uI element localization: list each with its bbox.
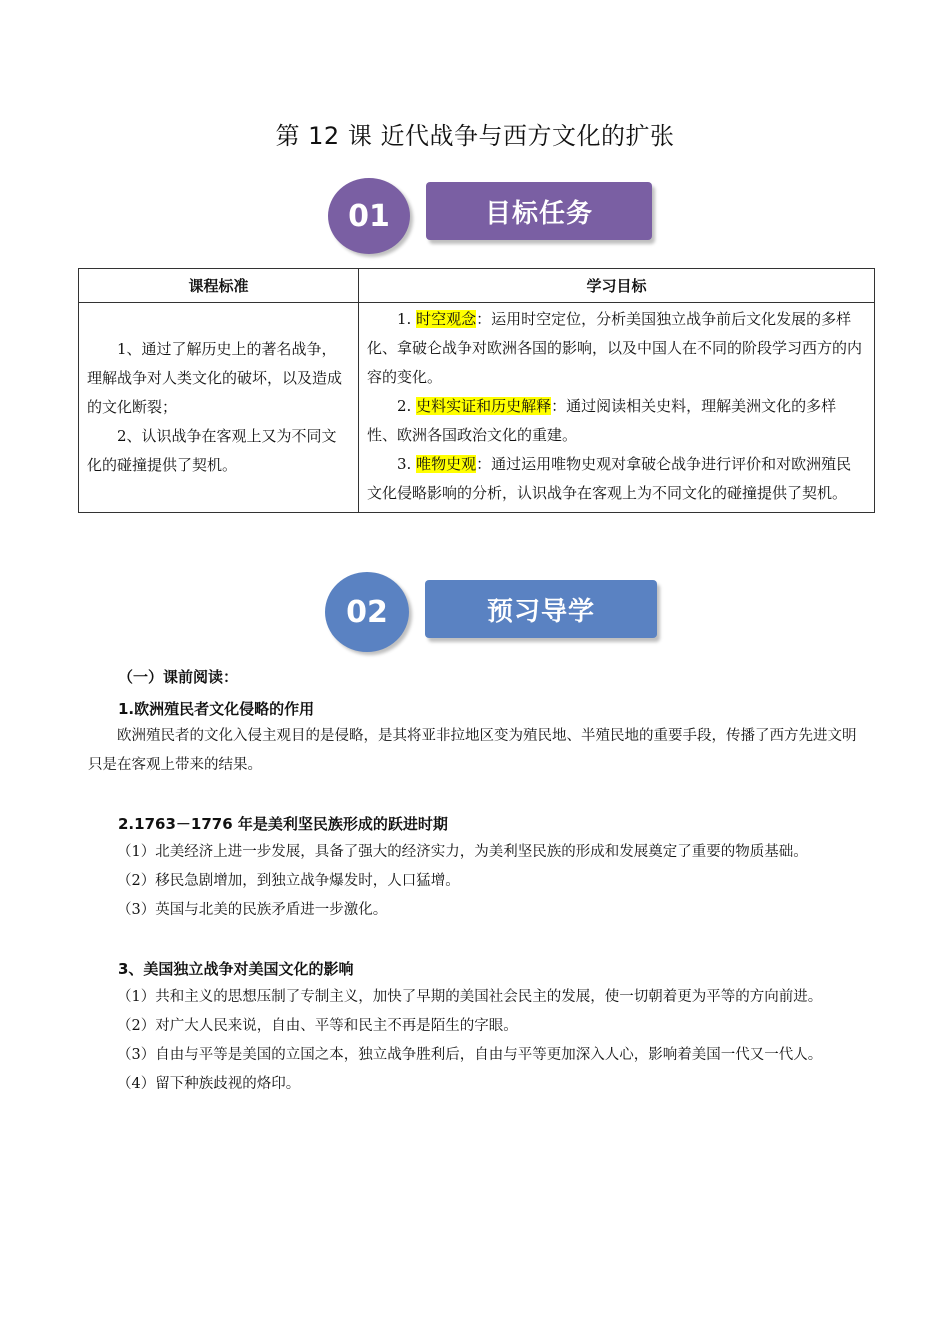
paragraph: （4）留下种族歧视的烙印。 — [117, 1076, 301, 1092]
section-banner-preview — [325, 572, 665, 656]
objective-keyword: 时空观念 — [416, 310, 477, 328]
banner-label: 目标任务 — [426, 182, 652, 240]
column-header-objectives: 学习目标 — [359, 269, 875, 303]
section-title: 2.1763－1776 年是美利坚民族形成的跃进时期 — [118, 815, 448, 833]
objective-keyword: 唯物史观 — [416, 455, 477, 473]
goals-table — [78, 268, 875, 513]
section-title: 3、美国独立战争对美国文化的影响 — [118, 960, 354, 978]
paragraph: （1）共和主义的思想压制了专制主义，加快了早期的美国社会民主的发展，使一切朝着更为平等的方向前进。 — [117, 989, 823, 1005]
section-banner-goals — [328, 178, 658, 258]
paragraph: （1）北美经济上进一步发展，具备了强大的经济实力，为美利坚民族的形成和发展奠定了重要的物质基础。 — [117, 844, 808, 860]
objective-item: 2. 史料实证和历史解释：通过阅读相关史料，理解美洲文化的多样性、欧洲各国政治文化的重建。 — [367, 397, 837, 444]
paragraph: （3）英国与北美的民族矛盾进一步激化。 — [117, 902, 388, 918]
column-header-standards: 课程标准 — [79, 269, 359, 303]
reading-section — [88, 666, 864, 1099]
banner-number: 01 — [328, 178, 410, 254]
banner-label: 预习导学 — [425, 580, 657, 638]
paragraph: （3）自由与平等是美国的立国之本，独立战争胜利后，自由与平等更加深入人心，影响着美国一代又一代人。 — [117, 1047, 823, 1063]
page-title: 第 12 课 近代战争与西方文化的扩张 — [275, 122, 675, 150]
reading-heading: （一）课前阅读： — [118, 668, 239, 686]
standards-cell — [79, 303, 359, 513]
paragraph: （2）对广大人民来说，自由、平等和民主不再是陌生的字眼。 — [117, 1018, 518, 1034]
paragraph: （2）移民急剧增加，到独立战争爆发时，人口猛增。 — [117, 873, 460, 889]
paragraph: 欧洲殖民者的文化入侵主观目的是侵略，是其将亚非拉地区变为殖民地、半殖民地的重要手段，传播了西方先进文明只是在客观上带来的结果。 — [88, 728, 857, 773]
objective-item: 1. 时空观念：运用时空定位，分析美国独立战争前后文化发展的多样化、拿破仑战争对欧洲各国的影响，以及中国人在不同的阶段学习西方的内容的变化。 — [367, 310, 863, 386]
objective-keyword: 史料实证和历史解释 — [416, 397, 552, 415]
section-title: 1.欧洲殖民者文化侵略的作用 — [118, 700, 315, 718]
standard-item: 1、通过了解历史上的著名战争，理解战争对人类文化的破坏，以及造成的文化断裂； — [87, 340, 343, 416]
objectives-cell — [359, 303, 875, 513]
objective-item: 3. 唯物史观：通过运用唯物史观对拿破仑战争进行评价和对欧洲殖民文化侵略影响的分析，认识战争在客观上为不同文化的碰撞提供了契机。 — [367, 455, 852, 502]
banner-number: 02 — [325, 572, 409, 652]
standard-item: 2、认识战争在客观上又为不同文化的碰撞提供了契机。 — [87, 427, 337, 474]
